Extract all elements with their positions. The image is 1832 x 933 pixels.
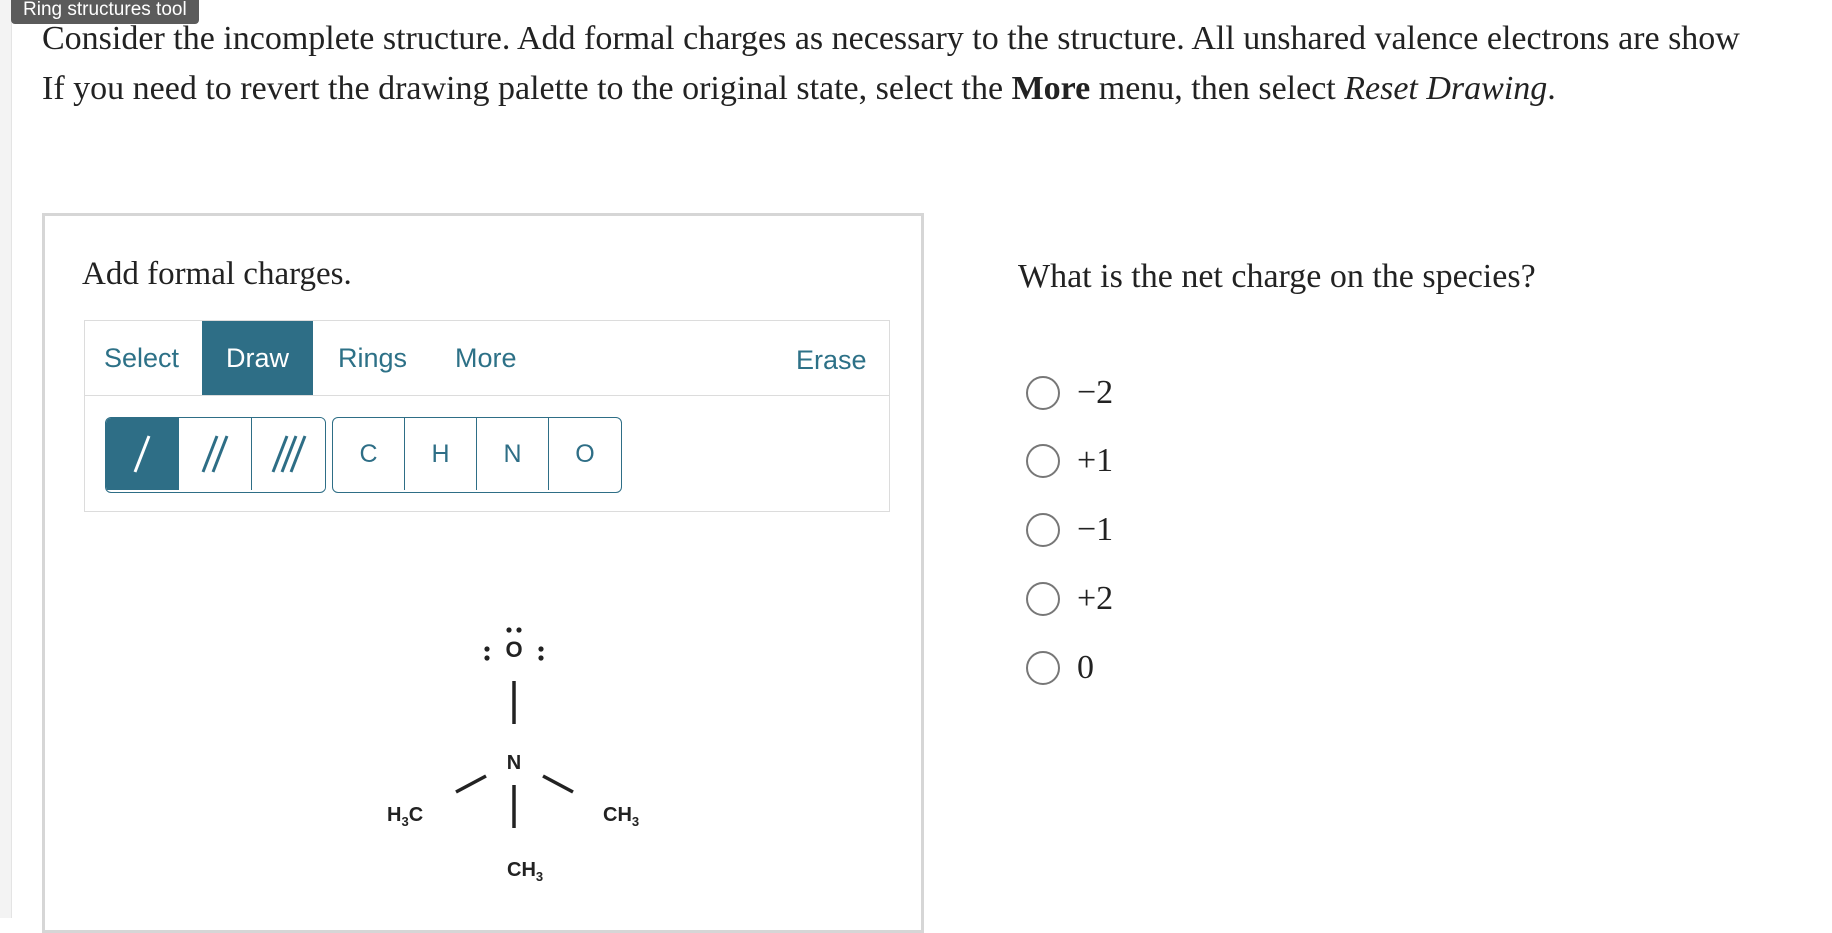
instruction-text: .	[1547, 70, 1556, 107]
option-label: −1	[1077, 511, 1114, 548]
tab-draw[interactable]: Draw	[202, 321, 313, 395]
instructions	[42, 14, 1740, 114]
lone-pair-dot	[484, 646, 489, 651]
atom-button-o[interactable]: O	[575, 440, 595, 468]
lone-pair-dot	[538, 646, 543, 651]
bond-n-right[interactable]	[543, 776, 573, 792]
tab-select[interactable]: Select	[104, 343, 180, 373]
option-label: +2	[1077, 580, 1114, 617]
tab-rings[interactable]: Rings	[338, 343, 408, 373]
methyl-left[interactable]: $H_3C$	[387, 804, 424, 829]
tooltip: Ring structures tool	[11, 0, 199, 24]
radio-button[interactable]	[1026, 513, 1060, 547]
methyl-right[interactable]: $CH_3$	[603, 804, 640, 829]
atom-button-h[interactable]: H	[405, 418, 477, 490]
radio-button[interactable]	[1026, 582, 1060, 616]
option-plus-2[interactable]	[1026, 582, 1113, 616]
lone-pair-dot	[516, 627, 521, 632]
atom-button-c[interactable]: C	[333, 418, 405, 490]
atom-button-n[interactable]: N	[477, 418, 549, 490]
left-edge	[0, 0, 12, 918]
molecule-canvas[interactable]	[45, 216, 921, 930]
panel-title: Add formal charges.	[82, 256, 352, 292]
instruction-text: If you need to revert the drawing palette to the original state, select the	[42, 70, 1012, 107]
lone-pair-dot	[506, 627, 511, 632]
tab-more[interactable]: More	[455, 343, 517, 373]
option-zero[interactable]	[1026, 651, 1094, 685]
instruction-line-2	[42, 64, 1740, 114]
lone-pair-dot	[538, 655, 543, 660]
oxygen-atom[interactable]: O	[505, 637, 523, 662]
instruction-line-1: Consider the incomplete structure. Add formal charges as necessary to the structure. All unshared valence electrons are show	[42, 20, 1740, 57]
nitrogen-atom[interactable]: N	[506, 752, 522, 774]
option-minus-2[interactable]	[1026, 376, 1113, 410]
instruction-reset-italic: Reset Drawing	[1344, 70, 1548, 107]
option-label: −2	[1077, 374, 1114, 411]
option-label: +1	[1077, 442, 1114, 479]
drawing-panel	[42, 213, 924, 933]
instruction-more-bold: More	[1011, 70, 1091, 107]
instruction-text: menu, then select	[1090, 70, 1345, 107]
lone-pair-dot	[484, 655, 489, 660]
methyl-bottom[interactable]: $CH_3$	[507, 859, 544, 884]
radio-button[interactable]	[1026, 376, 1060, 410]
option-minus-1[interactable]	[1026, 513, 1113, 547]
tab-erase[interactable]: Erase	[796, 345, 867, 375]
question-text: What is the net charge on the species?	[1018, 258, 1536, 295]
radio-button[interactable]	[1026, 651, 1060, 685]
option-plus-1[interactable]	[1026, 444, 1113, 478]
radio-button[interactable]	[1026, 444, 1060, 478]
option-label: 0	[1077, 649, 1094, 686]
bond-n-left[interactable]	[456, 776, 486, 792]
